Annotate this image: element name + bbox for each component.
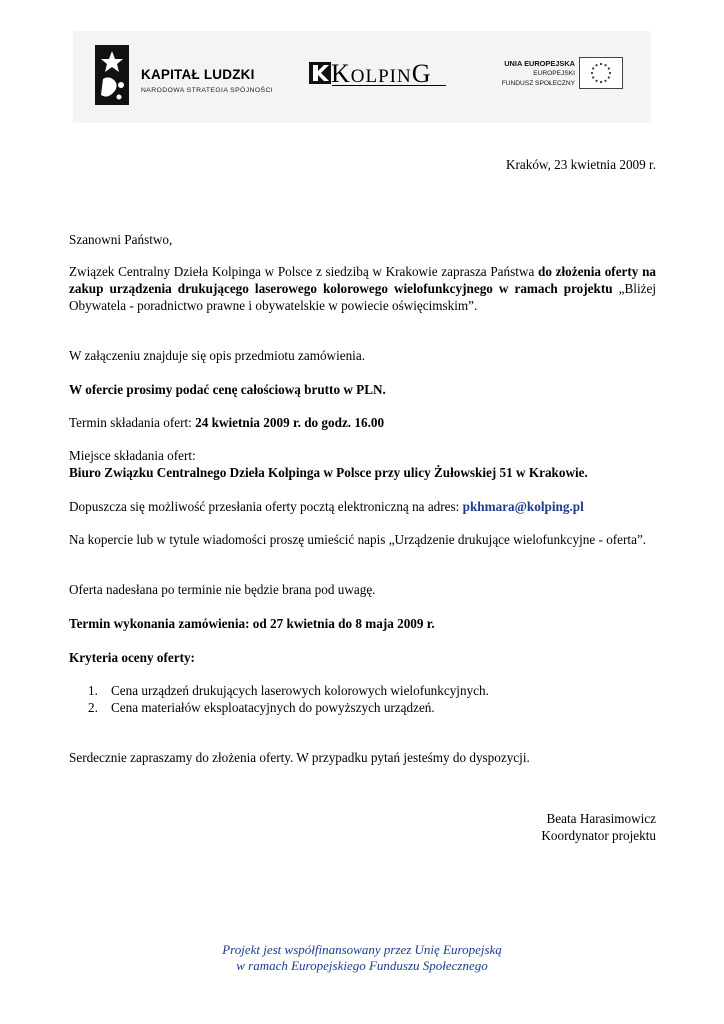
place-value-text: Biuro Związku Centralnego Dzieła Kolpinga w Polsce przy ulicy Żułowskiej 51 w Krakowie. (69, 465, 588, 480)
eu-star-icon (595, 64, 597, 66)
list-item (88, 699, 648, 716)
footer-line-1: Projekt jest współfinansowany przez Unię Europejską (222, 942, 502, 957)
kolping-wordmark-first: K (331, 59, 351, 88)
kapital-ludzki-subtitle: NARODOWA STRATEGIA SPÓJNOŚCI (141, 87, 274, 94)
ue-line-3: FUNDUSZ SPOŁECZNY (501, 80, 575, 87)
price-request (69, 381, 656, 398)
kolping-underline (332, 85, 446, 86)
intro-paragraph (69, 263, 656, 314)
signature-role: Koordynator projektu (541, 828, 656, 843)
footer-line-2: w ramach Europejskiego Funduszu Społecznego (236, 958, 488, 973)
place-value (69, 464, 656, 481)
intro-text: Związek Centralny Dzieła Kolpinga w Polsce z siedzibą w Krakowie zaprasza Państwa (69, 264, 538, 279)
list-item (88, 682, 648, 699)
ue-efs-text (502, 59, 575, 89)
list-item-text: Cena materiałów eksploatacyjnych do powyższych urządzeń. (111, 700, 435, 715)
late-offer-note: Oferta nadesłana po terminie nie będzie brana pod uwagę. (69, 582, 376, 597)
kapital-ludzki-title: KAPITAŁ LUDZKI (141, 67, 255, 82)
email-paragraph-text: Dopuszcza się możliwość przesłania oferty pocztą elektroniczną na adres: (69, 499, 463, 514)
eu-star-icon (592, 67, 594, 69)
deadline-label: Termin składania ofert: (69, 415, 196, 430)
kapital-ludzki-emblem-icon (95, 45, 129, 105)
price-request-text: W ofercie prosimy podać cenę całościową brutto w PLN. (69, 382, 386, 397)
ue-line-1: UNIA EUROPEJSKA (504, 59, 575, 68)
eu-star-icon (604, 80, 606, 82)
intro-bold-text: do złożenia oferty na zakup urządzenia drukującego laserowego kolorowego wielofunkcyjnego w ramach projektu (69, 264, 656, 296)
kapital-ludzki-logo (95, 45, 285, 107)
eu-star-icon (595, 80, 597, 82)
kolping-mark-icon (309, 62, 331, 84)
kolping-wordmark-middle: OLPIN (350, 66, 412, 87)
eu-star-icon (592, 76, 594, 78)
criteria-heading-text: Kryteria oceny oferty: (69, 650, 195, 665)
letterhead (73, 31, 651, 123)
intro-tail-text: „Bliżej Obywatela - poradnictwo prawne i obywatelskie w powiecie oświęcimskim”. (69, 281, 656, 313)
ue-line-2: EUROPEJSKI (533, 70, 575, 77)
attachment-note: W załączeniu znajduje się opis przedmiotu zamówienia. (69, 348, 365, 363)
execution-term-text: Termin wykonania zamówienia: od 27 kwietnia do 8 maja 2009 r. (69, 616, 435, 631)
execution-term (69, 615, 656, 632)
place-label: Miejsce składania ofert: (69, 448, 196, 463)
deadline-value: 24 kwietnia 2009 r. do godz. 16.00 (195, 415, 385, 430)
list-item-text: Cena urządzeń drukujących laserowych kolorowych wielofunkcyjnych. (111, 683, 489, 698)
kolping-logo (309, 59, 459, 91)
email-paragraph (69, 498, 656, 515)
eu-star-icon (591, 72, 593, 74)
footer-note (0, 942, 724, 974)
email-link[interactable]: pkhmara@kolping.pl (462, 499, 584, 514)
closing: Serdecznie zapraszamy do złożenia oferty. W przypadku pytań jesteśmy do dyspozycji. (69, 750, 530, 765)
criteria-heading (69, 649, 656, 666)
kolping-wordmark-last: G (411, 59, 432, 88)
eu-star-icon (609, 72, 611, 74)
eu-star-icon (604, 64, 606, 66)
envelope-instruction: Na kopercie lub w tytule wiadomości proszę umieścić napis „Urządzenie drukujące wielofunkcyjne - oferta”. (69, 532, 647, 547)
eu-star-icon (608, 76, 610, 78)
ue-efs-logo (487, 57, 637, 101)
list-item-number: 1. (88, 683, 98, 698)
list-item-number: 2. (88, 700, 98, 715)
letter-date: Kraków, 23 kwietnia 2009 r. (505, 157, 656, 172)
eu-star-icon (600, 63, 602, 65)
eu-star-icon (608, 67, 610, 69)
eu-star-icon (600, 81, 602, 83)
signature-name: Beata Harasimowicz (546, 811, 656, 826)
eu-flag-icon (579, 57, 623, 89)
deadline (69, 414, 656, 431)
criteria-list (88, 682, 648, 716)
salutation: Szanowni Państwo, (69, 232, 173, 247)
